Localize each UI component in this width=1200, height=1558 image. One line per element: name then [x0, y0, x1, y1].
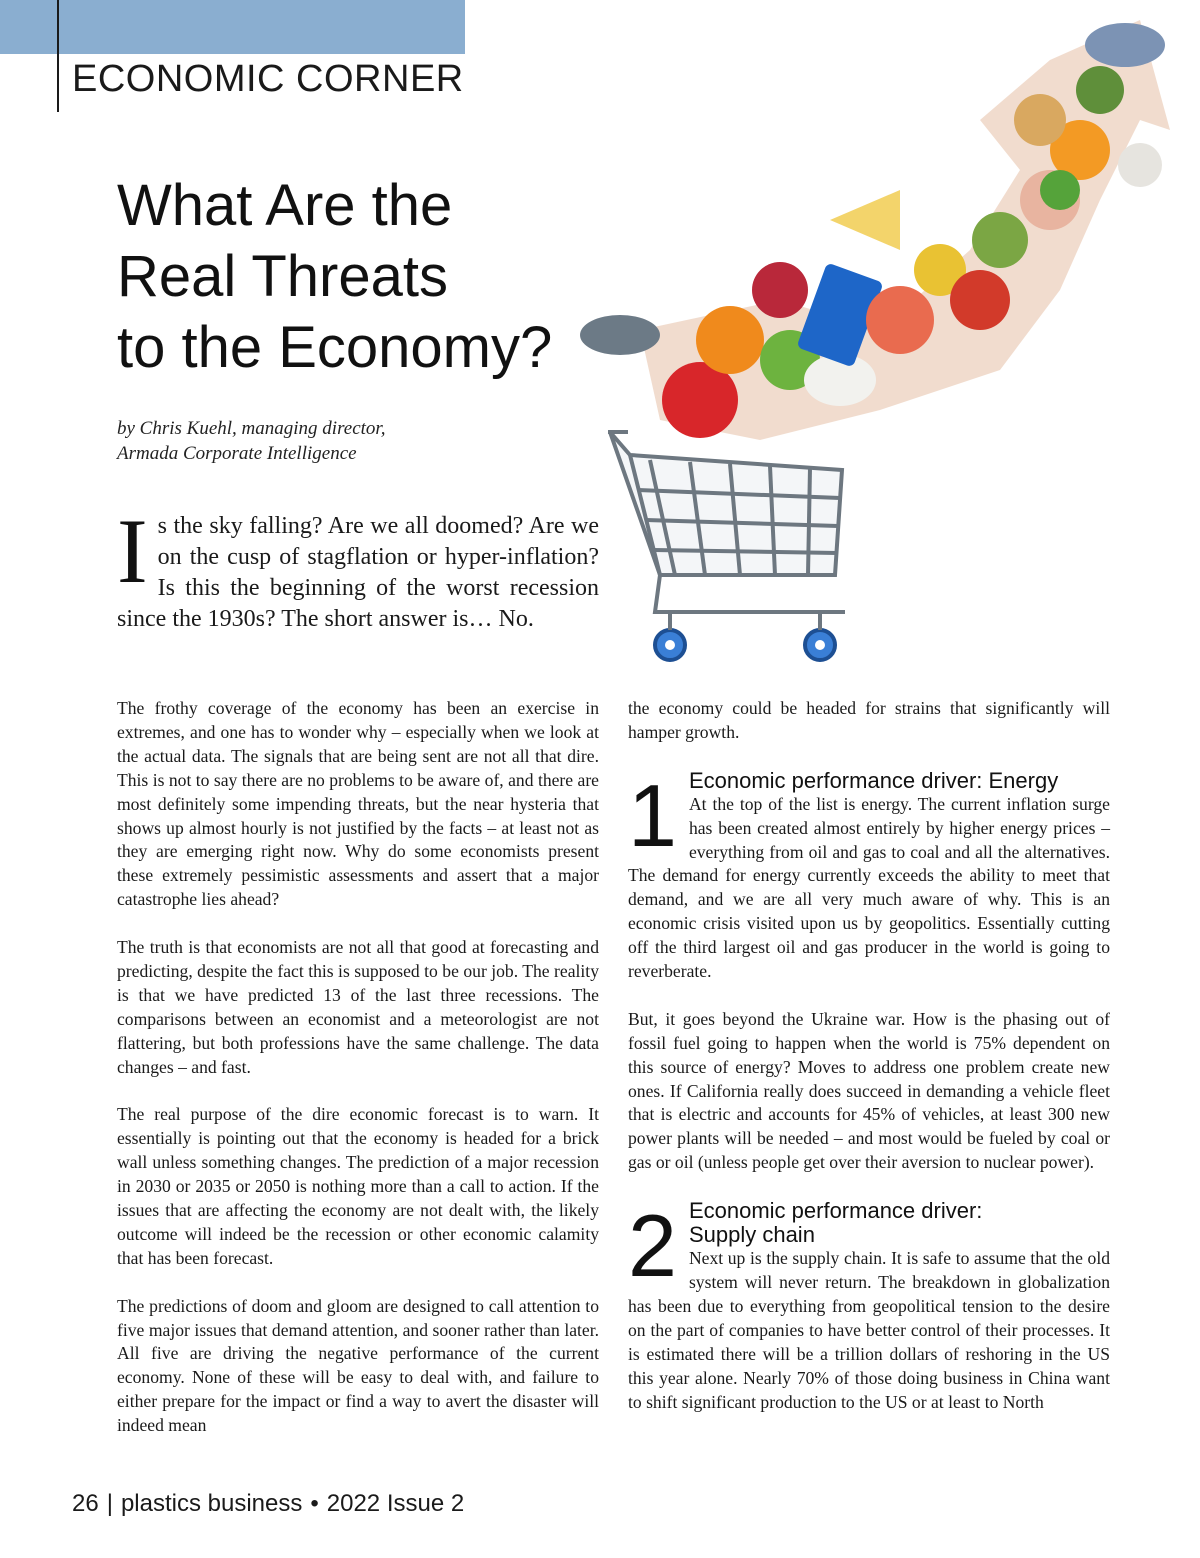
driver-heading	[628, 1199, 1110, 1247]
body-paragraph: But, it goes beyond the Ukraine war. How is the phasing out of fossil fuel going to happen when the world is 75% dependent on this source of energy? Moves to address one problem create new ones. If California really does succeed in demanding a vehicle fleet that is electric and accounts for 45% of vehicles, at least 300 new power plants will be needed – and most would be fueled by coal or gas or oil (unless people get over their aversion to nuclear power).	[628, 1008, 1110, 1173]
byline	[117, 416, 597, 466]
byline-line: Armada Corporate Intelligence	[117, 443, 357, 464]
driver-heading-line: Economic performance driver: Energy	[688, 767, 1059, 793]
driver-heading	[628, 769, 1110, 793]
page-footer	[72, 1490, 464, 1518]
section-color-band	[0, 0, 465, 54]
headline-line: What Are the	[117, 173, 453, 238]
right-column	[628, 697, 1110, 1438]
body-paragraph: The real purpose of the dire economic forecast is to warn. It essentially is pointing out that the economy is headed for a brick wall unless something changes. The prediction of a major recession in 2030 or 2035 or 2050 is nothing more than a call to action. If the issues that are affecting the economy are not dealt with, the likely outcome will indeed be the recession or other economic calamity that has been forecast.	[117, 1104, 599, 1268]
driver-heading-line: Supply chain	[688, 1222, 815, 1248]
lede-paragraph	[117, 500, 599, 635]
driver-text: At the top of the list is energy. The current inflation surge has been created almost entirely by higher energy prices – everything from oil and gas to coal and all the alternatives. The demand for energy currently exceeds the ability to meet that demand, and we are all very much aware of why. This is an economic crisis visited upon us by geopolitics. Essentially cutting off the third largest oil and gas producer in the world is going to reverberate.	[628, 793, 1110, 982]
headline-line: Real Threats	[117, 244, 448, 309]
issue-label: 2022 Issue 2	[326, 1490, 465, 1517]
body-paragraph: The predictions of doom and gloom are designed to call attention to five major issues that demand attention, and sooner rather than later. All five are driving the negative performance of the current economy. None of these will be easy to deal with, and failure to either prepare for the impact or find a way to avert the disaster will indeed mean	[117, 1295, 599, 1436]
headline	[117, 170, 607, 383]
footer-bullet: •	[310, 1490, 319, 1517]
driver-heading-line: Economic performance driver:	[688, 1198, 983, 1224]
cart-wheels	[655, 612, 835, 660]
headline-line: to the Economy?	[117, 315, 553, 380]
grocery-cart-illustration	[580, 0, 1200, 680]
driver-section-energy	[628, 765, 1110, 984]
lede-dropcap: I	[117, 500, 148, 602]
driver-number: 1	[628, 765, 677, 865]
section-label: ECONOMIC CORNER	[72, 58, 464, 100]
body-paragraph: The frothy coverage of the economy has been an exercise in extremes, and one has to wonder why – especially when we look at the actual data. The signals that are being sent are not all that dire. This is not to say there are no problems to be aware of, and there are most definitely some impending threats, but the near hysteria that shows up almost hourly is not justified by the facts – at least not as they are emerging right now. Why do some economists present these extremely pessimistic assessments and assert that a major catastrophe lies ahead?	[117, 698, 599, 910]
body-paragraph: The truth is that economists are not all that good at forecasting and predicting, despite the fact this is supposed to be our job. The reality is that we have predicted 13 of the last three recessions. The comparisons between an economist and a meteorologist are not flattering, but both professions have the same challenge. The data changes – and fast.	[117, 937, 599, 1077]
page-number: 26	[72, 1490, 99, 1517]
footer-separator: |	[106, 1490, 113, 1517]
driver-number: 2	[628, 1196, 677, 1296]
driver-text: Next up is the supply chain. It is safe to assume that the old system will never return. The breakdown in globalization has been due to everything from geopolitical tension to the desire on the part of companies to have better control of their processes. It is estimated there will be a trillion dollars of reshoring in the US this year alone. Nearly 70% of those doing business in China want to shift significant production to the US or at least to North	[628, 1248, 1110, 1412]
left-column	[117, 697, 599, 1438]
lede-text: s the sky falling? Are we all doomed? Are we on the cusp of stagflation or hyper-inflation? Is this the beginning of the worst recession since the 1930s? The short answer is… No.	[117, 513, 599, 632]
body-paragraph: the economy could be headed for strains that significantly will hamper growth.	[628, 698, 1110, 742]
publication-name: plastics business	[120, 1490, 303, 1517]
section-rule	[57, 0, 59, 112]
food-arrow	[580, 20, 1170, 440]
shopping-cart	[608, 432, 845, 612]
byline-line: by Chris Kuehl, managing director,	[117, 418, 386, 439]
driver-section-supply-chain	[628, 1196, 1110, 1414]
